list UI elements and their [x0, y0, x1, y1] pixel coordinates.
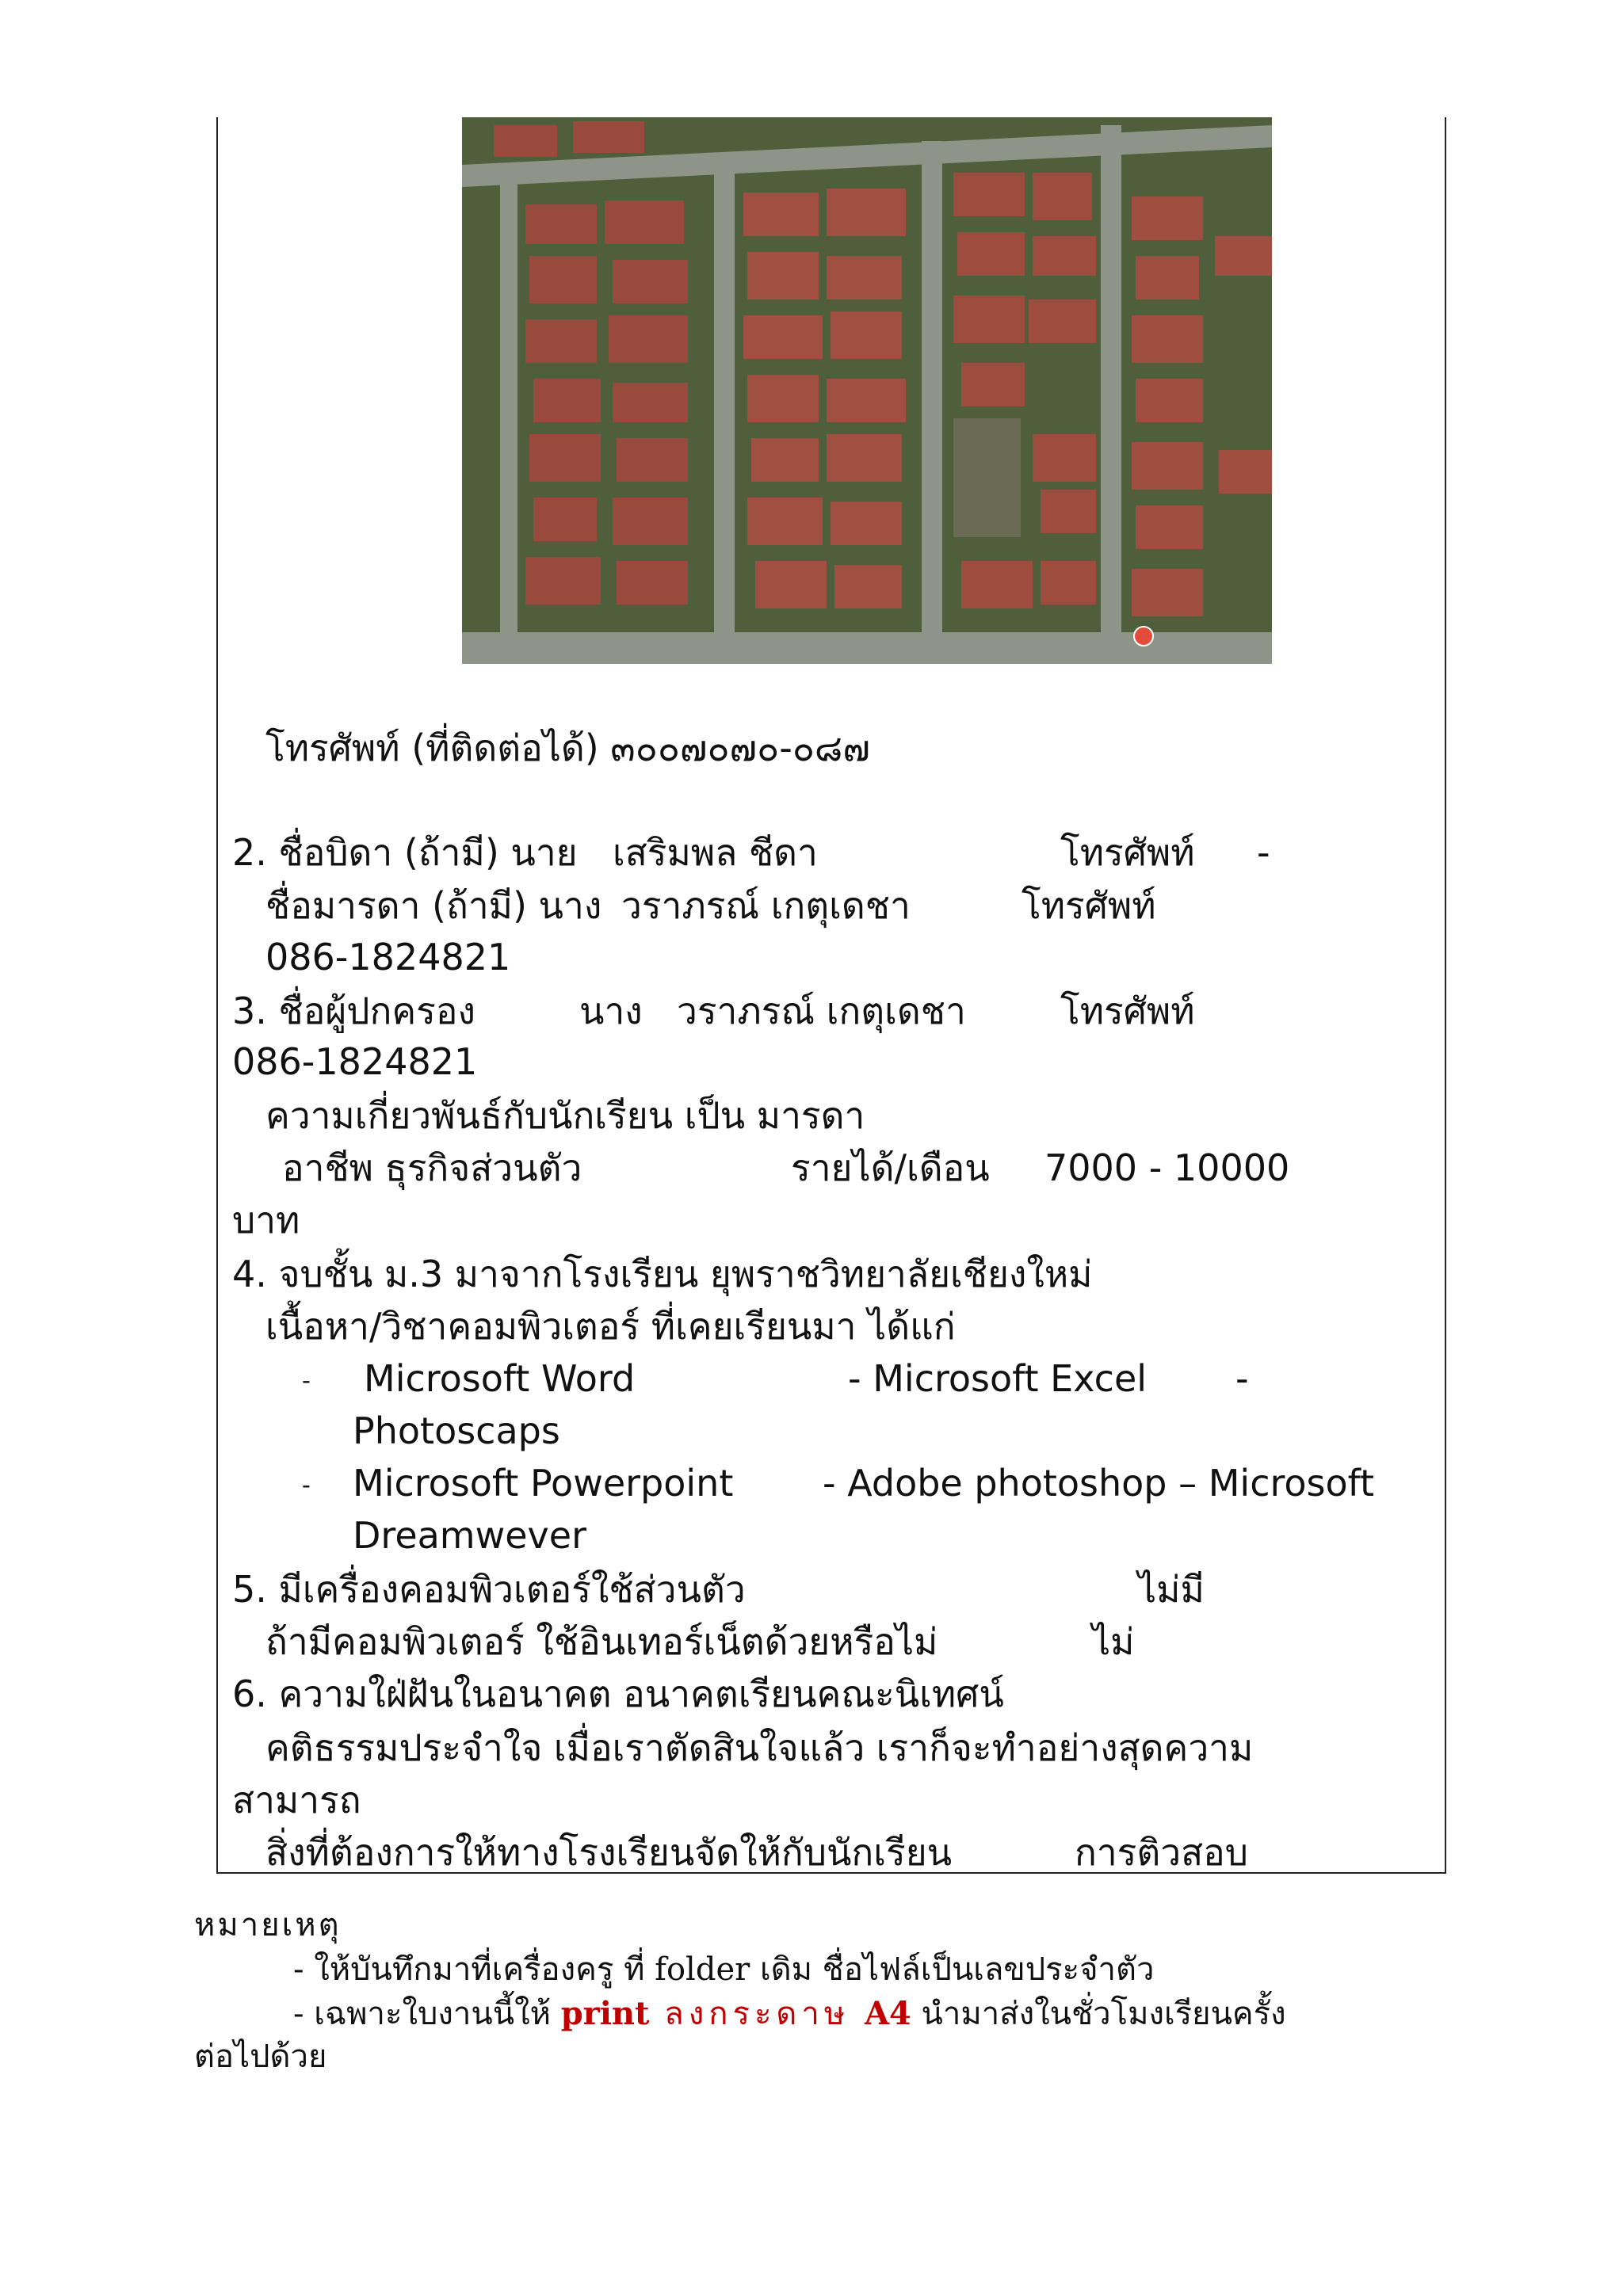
computer-label: 5. มีเครื่องคอมพิวเตอร์ใช้ส่วนตัว [232, 1568, 746, 1611]
internet-value: ไม่ [1092, 1620, 1135, 1663]
motto-continuation: สามารถ [232, 1779, 361, 1821]
dream-value: อนาคตเรียนคณะนิเทศน์ [623, 1672, 1004, 1715]
motto-label: คติธรรมประจำใจ [265, 1726, 543, 1769]
relation-line [265, 1093, 865, 1138]
note-2-continuation: ต่อไปด้วย [194, 2039, 327, 2075]
wish-value: การติวสอบ [1075, 1831, 1248, 1874]
software-excel: - Microsoft Excel [848, 1357, 1148, 1400]
phone-line [265, 726, 870, 770]
learned-label: เนื้อหา/วิชาคอมพิวเตอร์ ที่เคยเรียนมา ได้แก่ [265, 1305, 956, 1348]
career-line [282, 1146, 582, 1190]
software-bullet-2: - [302, 1470, 311, 1500]
note-2 [293, 1995, 1286, 2033]
computer-value: ไม่มี [1138, 1568, 1205, 1611]
note-2-suffix: นำมาส่งในชั่วโมงเรียนครั้ง [911, 1996, 1286, 2032]
software-dash-3: - [1235, 1357, 1249, 1400]
income-value: 7000 - 10000 [1044, 1146, 1290, 1189]
aerial-map-image [462, 117, 1272, 664]
guardian-title: นาง [579, 990, 643, 1032]
phone-value: ๓๐๐๗๐๗๐-๐๘๗ [610, 727, 870, 769]
career-value: ธุรกิจส่วนตัว [384, 1146, 582, 1189]
software-word: Microsoft Word [364, 1357, 636, 1400]
software-dreamweaver: Dreamwever [353, 1514, 586, 1557]
motto-value: เมื่อเราตัดสินใจแล้ว เราก็จะทำอย่างสุดความ [553, 1726, 1254, 1769]
note-2-print: print [560, 1995, 650, 2032]
mother-name: วราภรณ์ เกตุเดชา [621, 884, 911, 927]
dream-line [232, 1672, 1004, 1716]
software-photoshop: - Adobe photoshop – Microsoft [823, 1462, 1375, 1505]
father-line [232, 830, 578, 875]
note-2-paper: ลงกระดาษ [649, 1996, 865, 2032]
note-1 [293, 1951, 1154, 1989]
note-1-prefix: - ให้บันทึกมาที่เครื่องครู ที่ [293, 1951, 655, 1988]
motto-line [265, 1726, 1253, 1770]
note-1-suffix: เดิม ชื่อไฟล์เป็นเลขประจำตัว [750, 1951, 1155, 1988]
school-label: 4. จบชั้น ม.3 มาจากโรงเรียน [232, 1253, 699, 1295]
mother-phone-label: โทรศัพท์ [1022, 884, 1156, 927]
notes-heading: หมายเหตุ [194, 1907, 342, 1943]
note-2-prefix: - เฉพาะใบงานนี้ให้ [293, 1996, 561, 2032]
dream-label: 6. ความใฝ่ฝันในอนาคต [232, 1672, 612, 1715]
internet-label: ถ้ามีคอมพิวเตอร์ ใช้อินเทอร์เน็ตด้วยหรือไม่ [265, 1620, 938, 1663]
relation-value: มารดา [756, 1094, 865, 1137]
relation-label: ความเกี่ยวพันธ์กับนักเรียน เป็น [265, 1094, 746, 1137]
income-label: รายได้/เดือน [791, 1146, 990, 1189]
mother-label: ชื่อมารดา (ถ้ามี) นาง [265, 884, 602, 927]
mother-phone: 086-1824821 [265, 936, 511, 978]
father-label: 2. ชื่อบิดา (ถ้ามี) นาย [232, 831, 578, 874]
wish-label: สิ่งที่ต้องการให้ทางโรงเรียนจัดให้กับนักเรียน [265, 1831, 953, 1874]
father-phone-label: โทรศัพท์ [1060, 831, 1195, 874]
software-photoscaps: Photoscaps [353, 1409, 560, 1452]
phone-label: โทรศัพท์ (ที่ติดต่อได้) [265, 727, 599, 769]
father-name: เสริมพล ชีดา [613, 831, 818, 874]
note-1-folder: folder [655, 1951, 750, 1988]
software-bullet-1: - [302, 1365, 311, 1395]
software-powerpoint: Microsoft Powerpoint [353, 1462, 734, 1505]
school-line [232, 1252, 1092, 1296]
career-label: อาชีพ [282, 1146, 373, 1189]
income-unit: บาท [232, 1199, 300, 1241]
guardian-name: วราภรณ์ เกตุเดชา [677, 990, 966, 1032]
father-phone: - [1257, 831, 1270, 874]
note-2-a4: A4 [864, 1995, 911, 2032]
guardian-phone: 086-1824821 [232, 1040, 478, 1083]
guardian-phone-label: โทรศัพท์ [1060, 990, 1195, 1032]
guardian-label: 3. ชื่อผู้ปกครอง [232, 990, 475, 1032]
school-value: ยุพราชวิทยาลัยเชียงใหม่ [709, 1253, 1093, 1295]
